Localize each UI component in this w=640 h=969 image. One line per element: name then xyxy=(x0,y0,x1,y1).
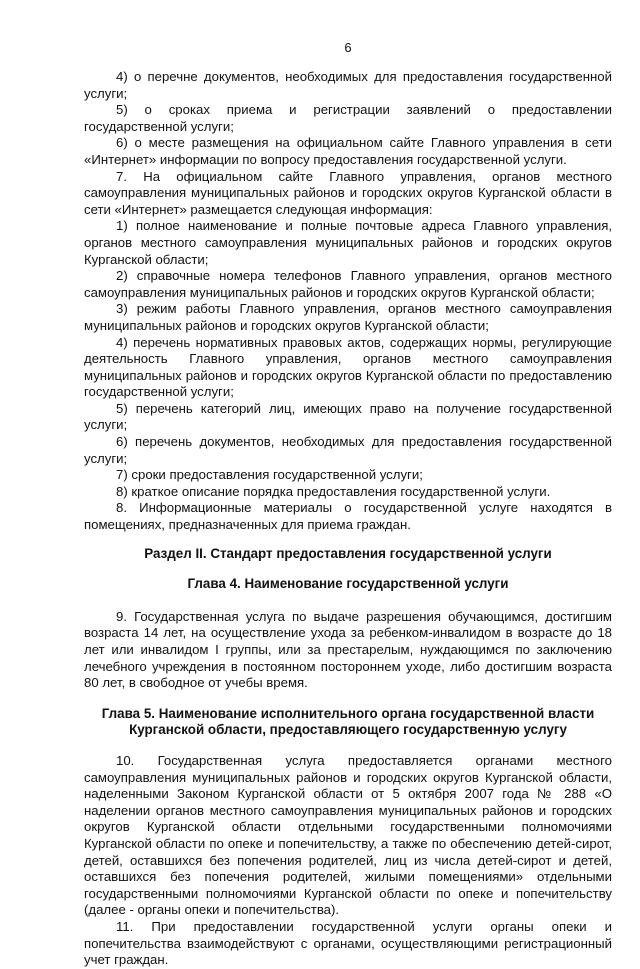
paragraph-item: 4) перечень нормативных правовых актов, содержащих нормы, регулирующие деятельность Главного управления, органов местного самоуправления муниципальных районов и городских округов Курганской области по предоставлению государственной услуги; xyxy=(84,334,612,400)
paragraph-item: 3) режим работы Главного управления, органов местного самоуправления муниципальных районов и городских округов Курганской области; xyxy=(84,301,612,333)
paragraph-9: 9. Государственная услуга по выдаче разрешения обучающимся, достигшим возраста 14 лет, на осуществление ухода за ребенком-инвалидом в возрасте до 18 лет или инвалидом I группы, или за престарелым, нуждающимся по заключению лечебного учреждения в постоянном постороннем уходе, либо достигшим возраста 80 лет, в свободное от учебы время. xyxy=(84,608,612,691)
chapter-4-heading: Глава 4. Наименование государственной услуги xyxy=(187,576,509,592)
paragraph-item: 5) перечень категорий лиц, имеющих право на получение государственной услуги; xyxy=(84,400,612,433)
paragraph-10-11-block xyxy=(84,753,612,969)
chapter-5-heading-line-2: Курганской области, предоставляющего государственную услугу xyxy=(129,722,567,738)
page-number: 6 xyxy=(344,40,352,55)
paragraph-item: 1) полное наименование и полные почтовые адреса Главного управления, органов местного самоуправления муниципальных районов и городских округов Курганской области; xyxy=(84,218,612,267)
paragraph-item: 4) о перечне документов, необходимых для предоставления государственной услуги; xyxy=(84,69,612,101)
paragraph-9-block xyxy=(84,609,612,692)
paragraph-item: 7. На официальном сайте Главного управления, органов местного самоуправления муниципальных районов и городских округов Курганской области в сети «Интернет» размещается следующая информация: xyxy=(84,168,612,217)
paragraph-item: 5) о сроках приема и регистрации заявлений о предоставлении государственной услуги; xyxy=(84,102,612,134)
information-list xyxy=(84,69,612,534)
chapter-5-heading-line-1: Глава 5. Наименование исполнительного органа государственной власти xyxy=(101,705,595,721)
paragraph-item: 2) справочные номера телефонов Главного управления, органов местного самоуправления муниципальных районов и городских округов Курганской области; xyxy=(84,268,612,300)
paragraph-item: 7) сроки предоставления государственной услуги; xyxy=(116,467,423,483)
chapter-5-heading xyxy=(84,706,612,739)
paragraph-item: 6) о месте размещения на официальном сайте Главного управления в сети «Интернет» информации по вопросу предоставления государственной услуги. xyxy=(84,135,612,167)
paragraph-11: 11. При предоставлении государственной услуги органы опеки и попечительства взаимодействуют с органами, осуществляющими регистрационный учет граждан. xyxy=(84,918,612,968)
paragraph-item: 6) перечень документов, необходимых для предоставления государственной услуги; xyxy=(84,434,612,466)
paragraph-item: 8. Информационные материалы о государственной услуге находятся в помещениях, предназначенных для приема граждан. xyxy=(84,500,612,533)
section-heading: Раздел II. Стандарт предоставления государственной услуги xyxy=(144,545,552,561)
paragraph-item: 8) краткое описание порядка предоставления государственной услуги. xyxy=(116,483,551,499)
paragraph-10: 10. Государственная услуга предоставляется органами местного самоуправления муниципальных районов и городских округов Курганской области, наделенными Законом Курганской области от 5 октября 2007 года № 288 «О наделении органов местного самоуправления муниципальных районов и городских округов Курганской области отдельными государственными полномочиями Курганской области по опеке и попечительству, а также по обеспечению детей-сирот, детей, оставшихся без попечения родителей, лиц из числа детей-сирот и детей, оставшихся без попечения родителей, жилыми помещениями» отдельными государственными полномочиями Курганской области по опеке и попечительству (далее - органы опеки и попечительства). xyxy=(84,752,612,918)
